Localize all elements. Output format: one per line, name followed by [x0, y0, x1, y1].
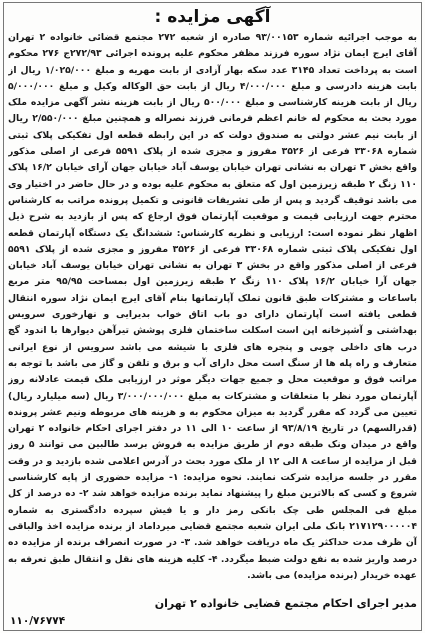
notice-header: [6, 4, 419, 30]
notice-code: ۱۱۰/۷۶۷۷۴: [10, 615, 66, 627]
notice-body: به موجب اجرائیه شماره ۹۳/۰۰۱۵۳ صادره از شعبه ۲۷۲ مجتمع قضائی خانواده ۲ تهران آقای ایرج ایمان نژاد سوره فرزند مظفر محکوم علیه پرونده اجرائی ۲۷۲/۹۳ج ۲۷۶ محکوم است به پرداخت تعداد ۳۱۴۵ عدد سکه بهار آزادی از بابت مهریه و مبلغ ۱/۰۲۵/۰۰۰ ریال از بابت هزینه دادرسی و مبلغ ۴/۰۰۰/۰۰۰ ریال از بابت حق الوکاله وکیل و مبلغ ۵/۰۰۰/۰۰۰ ریال از بابت هزینه کارشناسی و مبلغ ۵۰۰/۰۰۰ ریال از بابت هزینه نشر آگهی مزایده ملک مورد بحث به محکوم له خانم اعظم فرمانی فرزند نصراله و همچنین مبلغ ۲/۵۵۰/۰۰۰ ریال از بابت نیم عشر دولتی به صندوق دولت که در این رابطه قطعه اول تفکیکی پلاک ثبتی شماره ۳۳۰۶۸ فرعی از ۳۵۲۶ مفروز و مجزی شده از پلاک ۵۵۹۱ فرعی از اصلی مذکور واقع بخش ۳ تهران به نشانی تهران خیابان یوسف آباد خیابان جهان آرای خیابان ۱۶/۲ پلاک ۱۱۰ زنگ ۲ طبقه زیرزمین اول که متعلق به محکوم علیه بوده و در حال حاضر در اختیار وی می باشد توقیف گردید و پس از طی تشریفات قانونی و تکمیل پرونده مراتب به کارشناس محترم جهت ارزیابی قیمت و موقعیت آپارتمان فوق ارجاع که پس از بازدید به شرح ذیل اظهار نظر نموده است: ارزیابی و نظریه کارشناس: ششدانگ یک دستگاه آپارتمان قطعه اول تفکیکی پلاک ثبتی شماره ۳۳۰۶۸ فرعی از ۳۵۲۶ مفروز و مجزی شده از پلاک ۵۵۹۱ فرعی از اصلی مذکور واقع در بخش ۳ تهران به نشانی تهران خیابان یوسف آباد خیابان جهان آرا خیابان ۱۶/۲ پلاک ۱۱۰ زنگ ۲ طبقه زیرزمین اول بمساحت ۹۵/۹۵ متر مربع باساعات و مشترکات طبق قانون تملک آپارتمانها بنام آقای ایرج ایمان نژاد سوره انتقال قطعی یافته است آپارتمان دارای دو باب اتاق خواب بدیرایی و نهارخوری سرویس بهداشتی و آشپزخانه اپن است اسکلت ساختمان فلزی پوشش تیرآهن دیوارها با اندود گچ درب های داخلی چوبی و پنجره های فلزی با شیشه می باشد سرویس از نوع ایرانی متعارف و راه پله ها از سنگ است محل دارای آب و برق و تلفن و گاز می باشد با توجه به مراتب فوق و موقعیت محل و جمیع جهات دیگر موثر در ارزیابی ملک قیمت عادلانه روز آپارتمان مورد نظر با متعلقات و مشترکات به مبلغ ۳/۰۰۰/۰۰۰/۰۰۰ ریال (سه میلیارد ریال) تعیین می گردد که مقرر گردید به میزان محکوم به و هزینه های مربوطه ونیم عشر پرونده (قدرالسهم) در تاریخ ۹۳/۸/۱۹ از ساعت ۱۰ الی ۱۱ در دفتر اجرای احکام خانواده ۲ تهران واقع در میدان ونک طبقه دوم از طریق مزایده به فروش برسد طالبین می توانند ۵ روز قبل از مزایده از ساعت ۸ الی ۱۲ از ملک مورد بحث در آدرس اعلامی شده بازدید و در وقت مقرر در جلسه مزایده شرکت نمایند. نحوه مزایده: ۱- مزایده حضوری از پایه کارشناسی شروع و کسی که بالاترین مبلغ را پیشنهاد نماید برنده مزایده خواهد شد ۲- ده درصد از کل مبلغ فی المجلس طی چک بانکی رمز دار و یا فیش سپرده دادگستری به شماره ۲۱۷۱۲۹۰۰۰۰۰۴ بانک ملی ایران شعبه مجتمع قضایی میرداماد از برنده مزایده اخذ والباقی آن ظرف مدت حداکثر یک ماه دریافت خواهد شد. ۳- در صورت انصراف برنده از مزایده ده درصد واریز شده به نفع دولت ضبط میگردد. ۴- کلیه هزینه های نقل و انتقال طبق تعرفه به عهده خریدار (برنده مزایده) می باشد.: [8, 32, 417, 581]
notice-footer: [8, 597, 417, 627]
notice-title: آگهی مزایده :: [154, 7, 271, 27]
issuing-office: مدیر اجرای احکام مجتمع قضایی خانواده ۲ تهران: [154, 597, 417, 610]
